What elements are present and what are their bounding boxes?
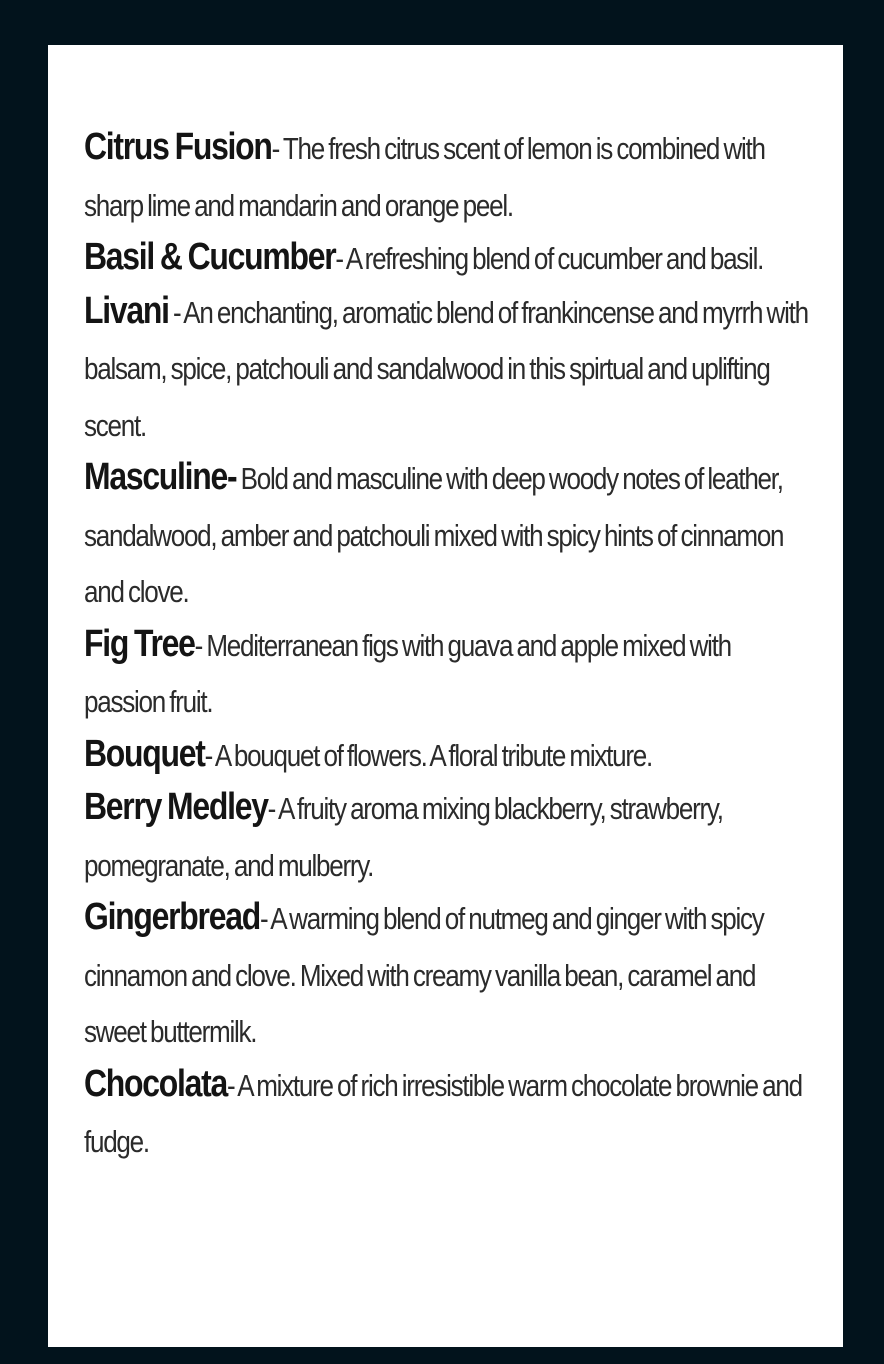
scent-entry-chocolata — [84, 1056, 813, 1171]
scent-description: - A fruity aroma mixing blackberry, strawberry, pomegranate, and mulberry. — [84, 791, 723, 883]
scent-description: - Mediterranean figs with guava and apple mixed with passion fruit. — [84, 627, 731, 719]
scent-entry-citrus-fusion — [84, 119, 813, 234]
scent-name: Gingerbread — [84, 896, 260, 938]
scent-name: Masculine- — [84, 456, 237, 498]
scent-entry-fig-tree — [84, 616, 813, 731]
scent-description-card — [48, 45, 843, 1347]
scent-name: Bouquet — [84, 732, 205, 775]
scent-description: - A refreshing blend of cucumber and basil. — [335, 241, 764, 276]
scent-name: Basil & Cucumber — [84, 236, 336, 278]
scent-name: Berry Medley — [84, 786, 268, 828]
scent-description: - An enchanting, aromatic blend of frankincense and myrrh with balsam, spice, patchouli and sandalwood in this spirtual and uplifting scent. — [84, 294, 808, 443]
scent-entry-basil-cucumber — [84, 229, 813, 288]
scent-entry-livani — [84, 283, 813, 455]
scent-entry-gingerbread — [84, 889, 813, 1061]
scent-name: Livani — [84, 289, 169, 332]
scent-name: Chocolata — [84, 1062, 227, 1105]
scent-entry-berry-medley — [84, 779, 813, 894]
scent-name: Citrus Fusion — [84, 126, 272, 168]
scent-description: - The fresh citrus scent of lemon is combined with sharp lime and mandarin and orange peel. — [84, 131, 765, 223]
scent-description: Bold and masculine with deep woody notes of leather, sandalwood, amber and patchouli mixed with spicy hints of cinnamon and clove. — [84, 461, 784, 609]
scent-description: - A warming blend of nutmeg and ginger with spicy cinnamon and clove. Mixed with creamy vanilla bean, caramel and sweet buttermilk. — [84, 901, 764, 1049]
scent-name: Fig Tree — [84, 622, 195, 665]
scent-entry-masculine — [84, 449, 813, 621]
scent-description: - A mixture of rich irresistible warm chocolate brownie and fudge. — [84, 1067, 802, 1159]
scent-description: - A bouquet of flowers. A floral tribute mixture. — [204, 737, 652, 773]
scent-entry-bouquet — [84, 726, 813, 785]
